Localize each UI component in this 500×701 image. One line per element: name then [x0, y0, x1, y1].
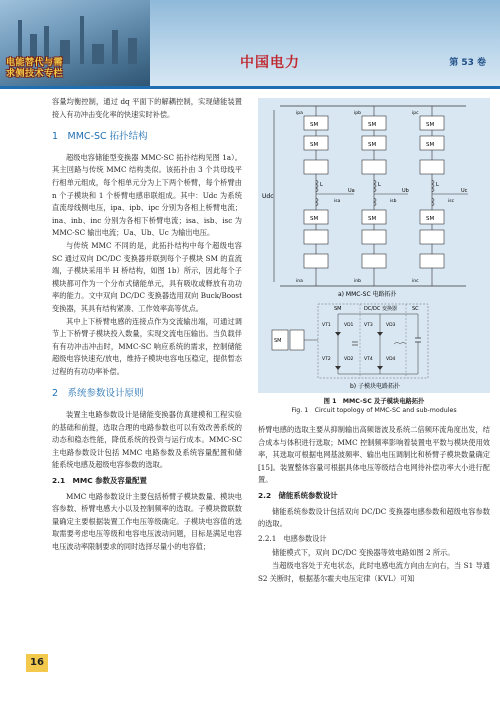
arm-inductor-c-label: L	[436, 182, 439, 188]
current-ina: ina	[296, 279, 303, 284]
intro-tail: 容量均衡控制，通过 dq 平面下的解耦控制，实现储能装置接入有功冲击变化率的快速实时补偿。	[52, 97, 242, 119]
submodule-detail	[272, 304, 428, 378]
section-1-para-2: 与传统 MMC 不同的是，此拓扑结构中每个超级电容 SC 通过双向 DC/DC 变换器并联到每个子模块 SM 的直流端，子模块采用半 H 桥结构，如图 1b）所示，因此每个子模块都可作为一个分布式储能单元，具有吸收或释放有功功率的能力。文中双向 DC/DC 变换器选用双向 Buck/Boost 变换器，其具有结构紧凑、工作效率高等优点。	[52, 240, 242, 313]
section-2-para-1: 装置主电路参数设计是储能变换器仿真建模和工程实验的基础和前提，选取合理的电路参数也可以有效改善系统的动态和稳态性能，降低系统的投资与运行成本。MMC-SC 主电路参数设计包括 MMC 电路参数及系统容量配置和储能系统电感及超级电容参数的选取。	[52, 410, 242, 470]
device-vt3: VT3	[364, 323, 373, 328]
current-inc: inc	[412, 279, 419, 284]
sm-b-4: SM	[368, 216, 377, 222]
sc-region-label: SC	[412, 306, 419, 312]
device-vd1: VD1	[344, 323, 354, 328]
device-vd3: VD3	[386, 323, 396, 328]
section-2-2-title: 2.2 储能系统参数设计	[258, 490, 338, 500]
figure-1-diagram	[258, 98, 490, 393]
section-2-2-1-title: 2.2.1 电感参数设计	[258, 533, 327, 543]
sm-a-4: SM	[310, 216, 319, 222]
sm-a-1: SM	[310, 122, 319, 128]
sm-region-label: SM	[334, 306, 342, 312]
arm-inductor-b-label: L	[378, 182, 381, 188]
device-vt1: VT1	[322, 323, 331, 328]
header-photo	[0, 0, 150, 86]
udc-label: Udc	[262, 193, 274, 200]
dcdc-region-label: DC/DC 变换器	[364, 306, 397, 312]
section-1-title: 1 MMC-SC 拓扑结构	[52, 131, 148, 143]
current-ipb: ipb	[354, 111, 361, 116]
figure-1-caption	[258, 397, 490, 415]
sm-a-2: SM	[310, 142, 319, 148]
section-1-para-3: 其中上下桥臂电感的连接点作为交流输出端，可通过调节上下桥臂子模块投入数量，实现交流电压输出。当负载伴有有功冲击冲击时，MMC-SC 响应系统的需求，控制储能超级电容快速充/放电，维持子模块电容电压稳定，提供暂态过程的有功功率补偿。	[52, 316, 242, 376]
column-banner	[6, 58, 63, 80]
phase-leg-b	[362, 106, 408, 286]
page-number: 16	[26, 654, 48, 672]
current-ipc: ipc	[412, 111, 419, 116]
current-isc: isc	[448, 199, 455, 204]
sm-b-2: SM	[368, 142, 377, 148]
journal-header	[0, 0, 500, 89]
sm-c-1: SM	[426, 122, 435, 128]
sm-b-1: SM	[368, 122, 377, 128]
section-2-1-para-1: MMC 电路参数设计主要包括桥臂子模块数量、模块电容参数、桥臂电感大小以及控制频率的选取。子模块微联数量确定主要根据装置工作电压等级确定。子模块电容值的选取需要考虑电压等级和电容电压波动问题，目标是满足电容电压波动率限制要求的同时选择尽量小的电容值；	[52, 491, 242, 551]
subfig-a-caption: a) MMC-SC 电路拓扑	[338, 291, 397, 298]
current-isb: isb	[390, 199, 397, 204]
figure-1-panel	[258, 98, 490, 393]
current-ipa: ipa	[296, 111, 303, 116]
figure-caption-en: Fig. 1 Circuit topology of MMC-SC and sub-modules	[291, 407, 457, 414]
device-vd2: VD2	[344, 357, 354, 362]
device-vt2: VT2	[322, 357, 331, 362]
node-ub: Ub	[402, 188, 409, 194]
node-uc: Uc	[461, 188, 468, 194]
right-para-3: 储能模式下，双向 DC/DC 变换器等效电路如图 2 所示。	[272, 548, 455, 558]
volume-label: 第 53 卷	[449, 58, 486, 68]
phase-leg-a	[304, 106, 354, 286]
subfig-b-caption: b) 子模块电路拓扑	[350, 383, 401, 390]
section-2-1-title: 2.1 MMC 参数及容量配置	[52, 476, 147, 486]
node-ua: Ua	[348, 188, 355, 194]
current-isa: isa	[334, 199, 341, 204]
right-para-4: 当超级电容处于充电状态，此时电感电流方向由左向右，当 S1 导通 S2 关断时，根据基尔霍夫电压定律（KVL）可知	[258, 560, 490, 583]
right-column	[258, 424, 490, 585]
device-vt4: VT4	[364, 357, 373, 362]
right-para-2: 储能系统参数设计包括双向 DC/DC 变换器电感参数和超级电容参数的选取。	[258, 506, 490, 529]
journal-title: 中国电力	[240, 55, 300, 71]
banner-line-2: 求侧技术专栏	[6, 69, 64, 79]
current-inb: inb	[354, 279, 361, 284]
left-column	[52, 96, 242, 554]
section-1-para-1: 超级电容储能型变换器 MMC-SC 拓扑结构见图 1a）。其主回路与传统 MMC 结构类似。该拓扑由 3 个共母线平行相单元组成，每个相单元分为上下两个桥臂，每个桥臂由 n 个子模块和 1 个桥臂电感串联组成。其中：Udc 为系统直流母线侧电压，ipa、ipb、ipc 分别为各相上桥臂电流；ina、inb、inc 分别为各相下桥臂电流；isa、isb、isc 为 MMC-SC 输出电流；Ua、Ub、Uc 为输出电压。	[52, 152, 242, 238]
arm-inductor-a-label: L	[320, 182, 323, 188]
sm-c-4: SM	[426, 216, 435, 222]
device-vd4: VD4	[386, 357, 396, 362]
right-para-1: 桥臂电感的选取主要从抑制输出高频谐波及系统二倍频环流角度出发，结合成本与体积进行选取；MMC 控制频率影响着装置电平数与模块使用效率，其选取可根据电网基波频率、输出电压调制比和桥臂子模块数量确定[15]。装置整体容量可根据具体电压等级结合电网待补偿功率大小进行配置。	[258, 425, 490, 485]
banner-line-1: 电能替代与需	[6, 58, 64, 68]
section-2-title: 2 系统参数设计原则	[52, 388, 144, 400]
phase-leg-c	[420, 106, 468, 286]
figure-caption-cn: 图 1 MMC-SC 及子模块电路拓扑	[323, 398, 425, 405]
sm-c-2: SM	[426, 142, 435, 148]
sm-block-label: SM	[274, 338, 282, 344]
